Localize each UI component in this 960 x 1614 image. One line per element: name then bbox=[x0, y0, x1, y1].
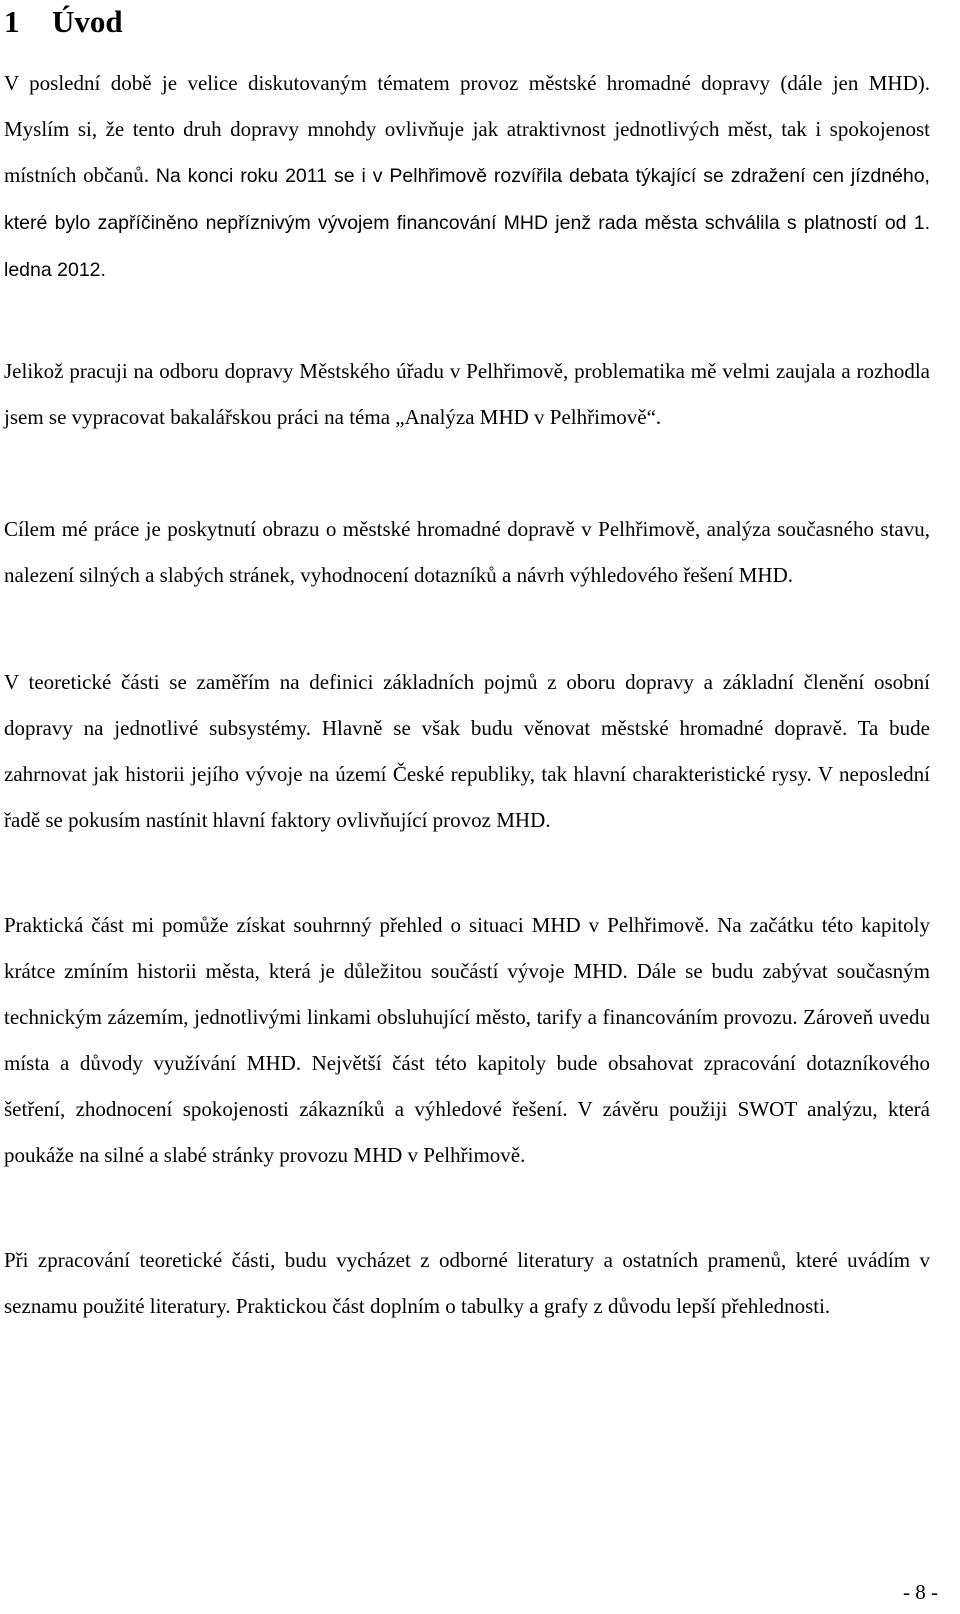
paragraph-goal: Cílem mé práce je poskytnutí obrazu o městské hromadné dopravě v Pelhřimově, analýza současného stavu, nalezení silných a slabých stránek, vyhodnocení dotazníků a návrh výhledového řešení MHD. bbox=[4, 517, 930, 587]
paragraph-intro-sans: Na konci roku 2011 se i v Pelhřimově rozvířila debata týkající se zdražení cen jízdného, které bylo zapříčiněno nepříznivým vývojem financování MHD jenž rada města schválila s platností od 1. ledna 2012. bbox=[4, 165, 930, 281]
paragraph-practice: Praktická část mi pomůže získat souhrnný přehled o situaci MHD v Pelhřimově. Na začátku této kapitoly krátce zmíním historii města, která je důležitou součástí vývoje MHD. Dále se budu zabývat současným technickým zázemím, jednotlivými linkami obsluhující město, tarify a financováním provozu. Zároveň uvedu místa a důvody využívání MHD. Největší část této kapitoly bude obsahovat zpracování dotazníkového šetření, zhodnocení spokojenosti zákazníků a výhledové řešení. V závěru použiji SWOT analýzu, která poukáže na silné a slabé stránky provozu MHD v Pelhřimově. bbox=[4, 913, 930, 1167]
chapter-title: Úvod bbox=[52, 4, 123, 39]
page-number: - 8 - bbox=[903, 1580, 938, 1604]
paragraph-intro bbox=[4, 60, 930, 293]
paragraph-theory: V teoretické části se zaměřím na definici základních pojmů z oboru dopravy a základní členění osobní dopravy na jednotlivé subsystémy. Hlavně se však budu věnovat městské hromadné dopravě. Ta bude zahrnovat jak historii jejího vývoje na území České republiky, tak hlavní charakteristické rysy. V neposlední řadě se pokusím nastínit hlavní faktory ovlivňující provoz MHD. bbox=[4, 670, 930, 832]
chapter-heading bbox=[4, 2, 123, 42]
paragraph-sources: Při zpracování teoretické části, budu vycházet z odborné literatury a ostatních pramenů, které uvádím v seznamu použité literatury. Praktickou část doplním o tabulky a grafy z důvodu lepší přehlednosti. bbox=[4, 1248, 930, 1318]
paragraph-intro-serif: V poslední době je velice diskutovaným tématem provoz městské hromadné dopravy (dále jen MHD). Myslím si, že tento druh dopravy mnohdy ovlivňuje jak atraktivnost jednotlivých měst, tak i spokojenost místních občanů. bbox=[4, 71, 930, 187]
chapter-number: 1 bbox=[4, 4, 20, 39]
paragraph-motivation: Jelikož pracuji na odboru dopravy Městského úřadu v Pelhřimově, problematika mě velmi zaujala a rozhodla jsem se vypracovat bakalářskou práci na téma „Analýza MHD v Pelhřimově“. bbox=[4, 359, 930, 429]
